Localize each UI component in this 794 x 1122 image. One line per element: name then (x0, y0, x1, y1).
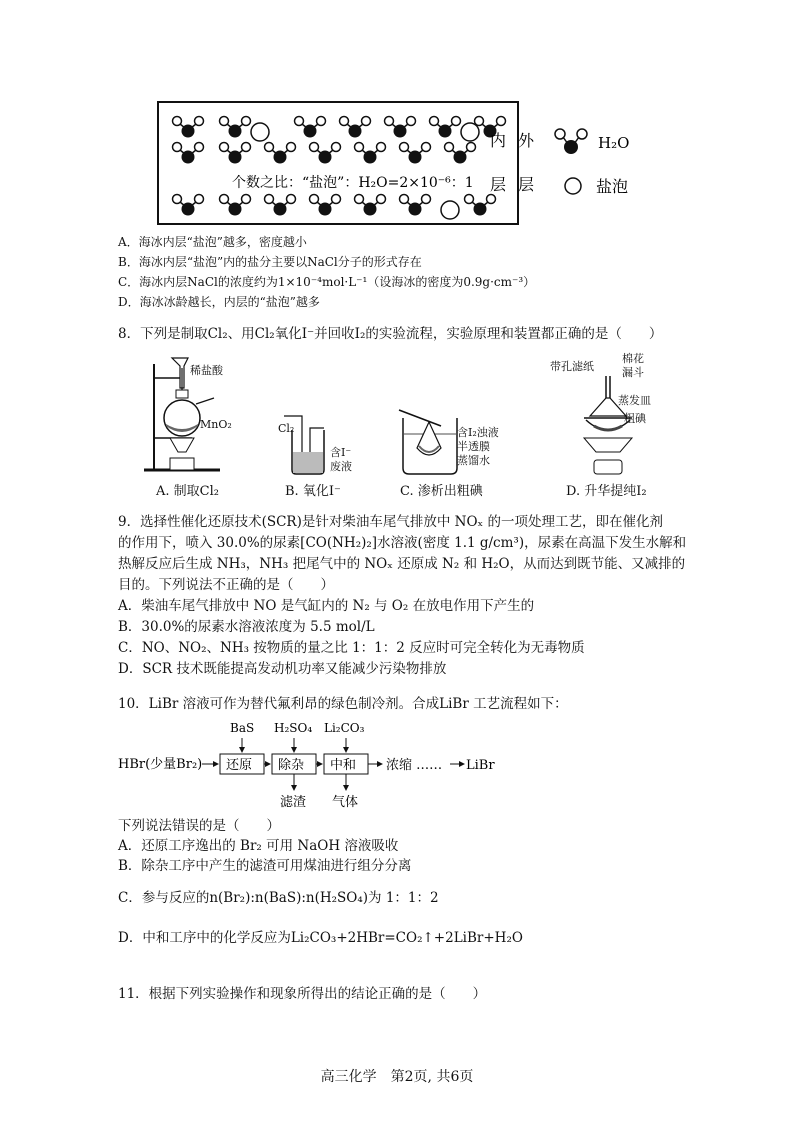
d-filter-label: 带孔滤纸 (550, 360, 594, 373)
caption-d: D. 升华提纯I₂ (566, 484, 647, 499)
q10-question: 下列说法错误的是（ ） (118, 818, 280, 834)
d-funnel-label: 漏斗 (622, 366, 644, 379)
b-waste-label-2: 废液 (330, 460, 352, 473)
flow-reagent-bas: BaS (230, 721, 255, 735)
q11-stem: 11．根据下列实验操作和现象所得出的结论正确的是（ ） (118, 986, 487, 1002)
water-molecule-icon (220, 117, 251, 138)
caption-a: A. 制取Cl₂ (156, 484, 219, 499)
water-molecule-icon (173, 143, 204, 164)
sea-ice-diagram (150, 96, 670, 228)
water-molecule-icon (295, 117, 326, 138)
ice-box (158, 102, 518, 224)
outer-label-2: 层 (518, 175, 535, 194)
c-label-1: 含I₂浊液 (457, 426, 499, 439)
flow-output: LiBr (466, 758, 495, 773)
c-label-2: 半透膜 (457, 440, 490, 453)
q10-stem: 10．LiBr 溶液可作为替代氟利昂的绿色制冷剂。合成LiBr 工艺流程如下： (118, 696, 568, 712)
page-footer: 高三化学 第2页, 共6页 (320, 1069, 474, 1085)
legend-bubble-icon (565, 178, 581, 194)
water-molecule-icon (265, 143, 296, 164)
a-acid-label: 稀盐酸 (190, 364, 223, 377)
flow-byproduct-gas: 气体 (332, 795, 359, 810)
caption-c: C. 渗析出粗碘 (400, 484, 483, 499)
flow-step-reduce: 还原 (226, 758, 253, 773)
legend-bubble-label: 盐泡 (596, 177, 629, 196)
flow-input: HBr(少量Br₂) (118, 757, 203, 772)
q10-option-a: A．还原工序逸出的 Br₂ 可用 NaOH 溶液吸收 (118, 838, 399, 854)
water-molecule-icon (265, 195, 296, 216)
salt-bubble-icon (251, 123, 269, 141)
q8-stem: 8．下列是制取Cl₂、用Cl₂氧化I⁻并回收I₂的实验流程，实验原理和装置都正确的是（ ） (118, 326, 663, 342)
q9-stem-line-3: 热解反应后生成 NH₃，NH₃ 把尾气中的 NOₓ 还原成 N₂ 和 H₂O，从而达到既节能、又减排的 (118, 556, 686, 572)
inner-label-1: 内 (490, 131, 507, 150)
apparatus-c (395, 404, 465, 476)
water-molecule-icon (355, 143, 386, 164)
caption-b: B. 氧化I⁻ (285, 484, 341, 499)
flow-step-neutralize: 中和 (330, 758, 357, 773)
water-molecule-icon (400, 195, 431, 216)
flow-reagent-li2co3: Li₂CO₃ (324, 721, 365, 735)
water-molecule-icon (385, 117, 416, 138)
water-molecule-icon (445, 143, 476, 164)
water-molecule-icon (310, 143, 341, 164)
salt-bubble-icon (461, 123, 479, 141)
q9-stem-line-1: 9．选择性催化还原技术(SCR)是针对柴油车尾气排放中 NOₓ 的一项处理工艺，即在催化剂 (118, 514, 664, 530)
b-waste-label-1: 含I⁻ (330, 446, 352, 459)
water-molecule-icon (173, 195, 204, 216)
q10-option-b: B．除杂工序中产生的滤渣可用煤油进行组分分离 (118, 858, 412, 874)
salt-bubble-icon (441, 201, 459, 219)
water-molecule-icon (430, 117, 461, 138)
q9-option-b: B．30.0%的尿素水溶液浓度为 5.5 mol/L (118, 619, 375, 635)
a-mno2-label: MnO₂ (200, 418, 232, 431)
q7-option-b: B．海冰内层“盐泡”内的盐分主要以NaCl分子的形式存在 (118, 255, 422, 269)
water-molecule-icon (400, 143, 431, 164)
outer-label-1: 外 (518, 131, 535, 150)
q7-option-a: A．海冰内层“盐泡”越多，密度越小 (118, 235, 307, 249)
q9-option-d: D．SCR 技术既能提高发动机功率又能减少污染物排放 (118, 661, 447, 677)
ratio-text: 个数之比：“盐泡”：H₂O=2×10⁻⁶：1 (232, 175, 474, 191)
water-molecule-icon (340, 117, 371, 138)
d-crude-label: 粗碘 (624, 412, 646, 425)
q9-stem-line-4: 目的。下列说法不正确的是（ ） (118, 577, 334, 593)
q7-option-c: C．海冰内层NaCl的浓度约为1×10⁻⁴mol·L⁻¹（设海冰的密度为0.9g·cm⁻³） (118, 275, 536, 289)
water-molecule-icon (173, 117, 204, 138)
legend-water-label: H₂O (598, 134, 630, 152)
b-cl2-label: Cl₂ (278, 422, 295, 435)
q9-stem-line-2: 的作用下，喷入 30.0%的尿素[CO(NH₂)₂]水溶液(密度 1.1 g/cm³)，尿素在高温下发生水解和 (118, 535, 687, 551)
flow-byproduct-residue: 滤渣 (280, 795, 307, 810)
flow-reagent-h2so4: H₂SO₄ (274, 721, 313, 735)
q10-option-d: D．中和工序中的化学反应为Li₂CO₃+2HBr=CO₂↑+2LiBr+H₂O (118, 930, 523, 946)
q9-option-c: C．NO、NO₂、NH₃ 按物质的量之比 1：1：2 反应时可完全转化为无毒物质 (118, 640, 585, 656)
water-molecule-icon (220, 195, 251, 216)
q9-option-a: A．柴油车尾气排放中 NO 是气缸内的 N₂ 与 O₂ 在放电作用下产生的 (118, 598, 535, 614)
process-flow-diagram (118, 716, 518, 810)
flow-step-concentrate: 浓缩 …… (386, 758, 443, 773)
water-molecule-icon (465, 195, 496, 216)
water-molecule-icon (220, 143, 251, 164)
d-dish-label: 蒸发皿 (618, 394, 651, 407)
water-molecule-icon (310, 195, 341, 216)
q10-option-c: C．参与反应的n(Br₂):n(BaS):n(H₂SO₄)为 1：1：2 (118, 890, 439, 906)
water-molecule-icon (355, 195, 386, 216)
q7-option-d: D．海冰冰龄越长，内层的“盐泡”越多 (118, 295, 320, 309)
c-label-3: 蒸馏水 (457, 454, 490, 467)
inner-label-2: 层 (490, 175, 507, 194)
legend-water-molecule-icon (555, 129, 587, 154)
d-cotton-label: 棉花 (622, 352, 644, 365)
flow-step-purify: 除杂 (278, 758, 305, 773)
